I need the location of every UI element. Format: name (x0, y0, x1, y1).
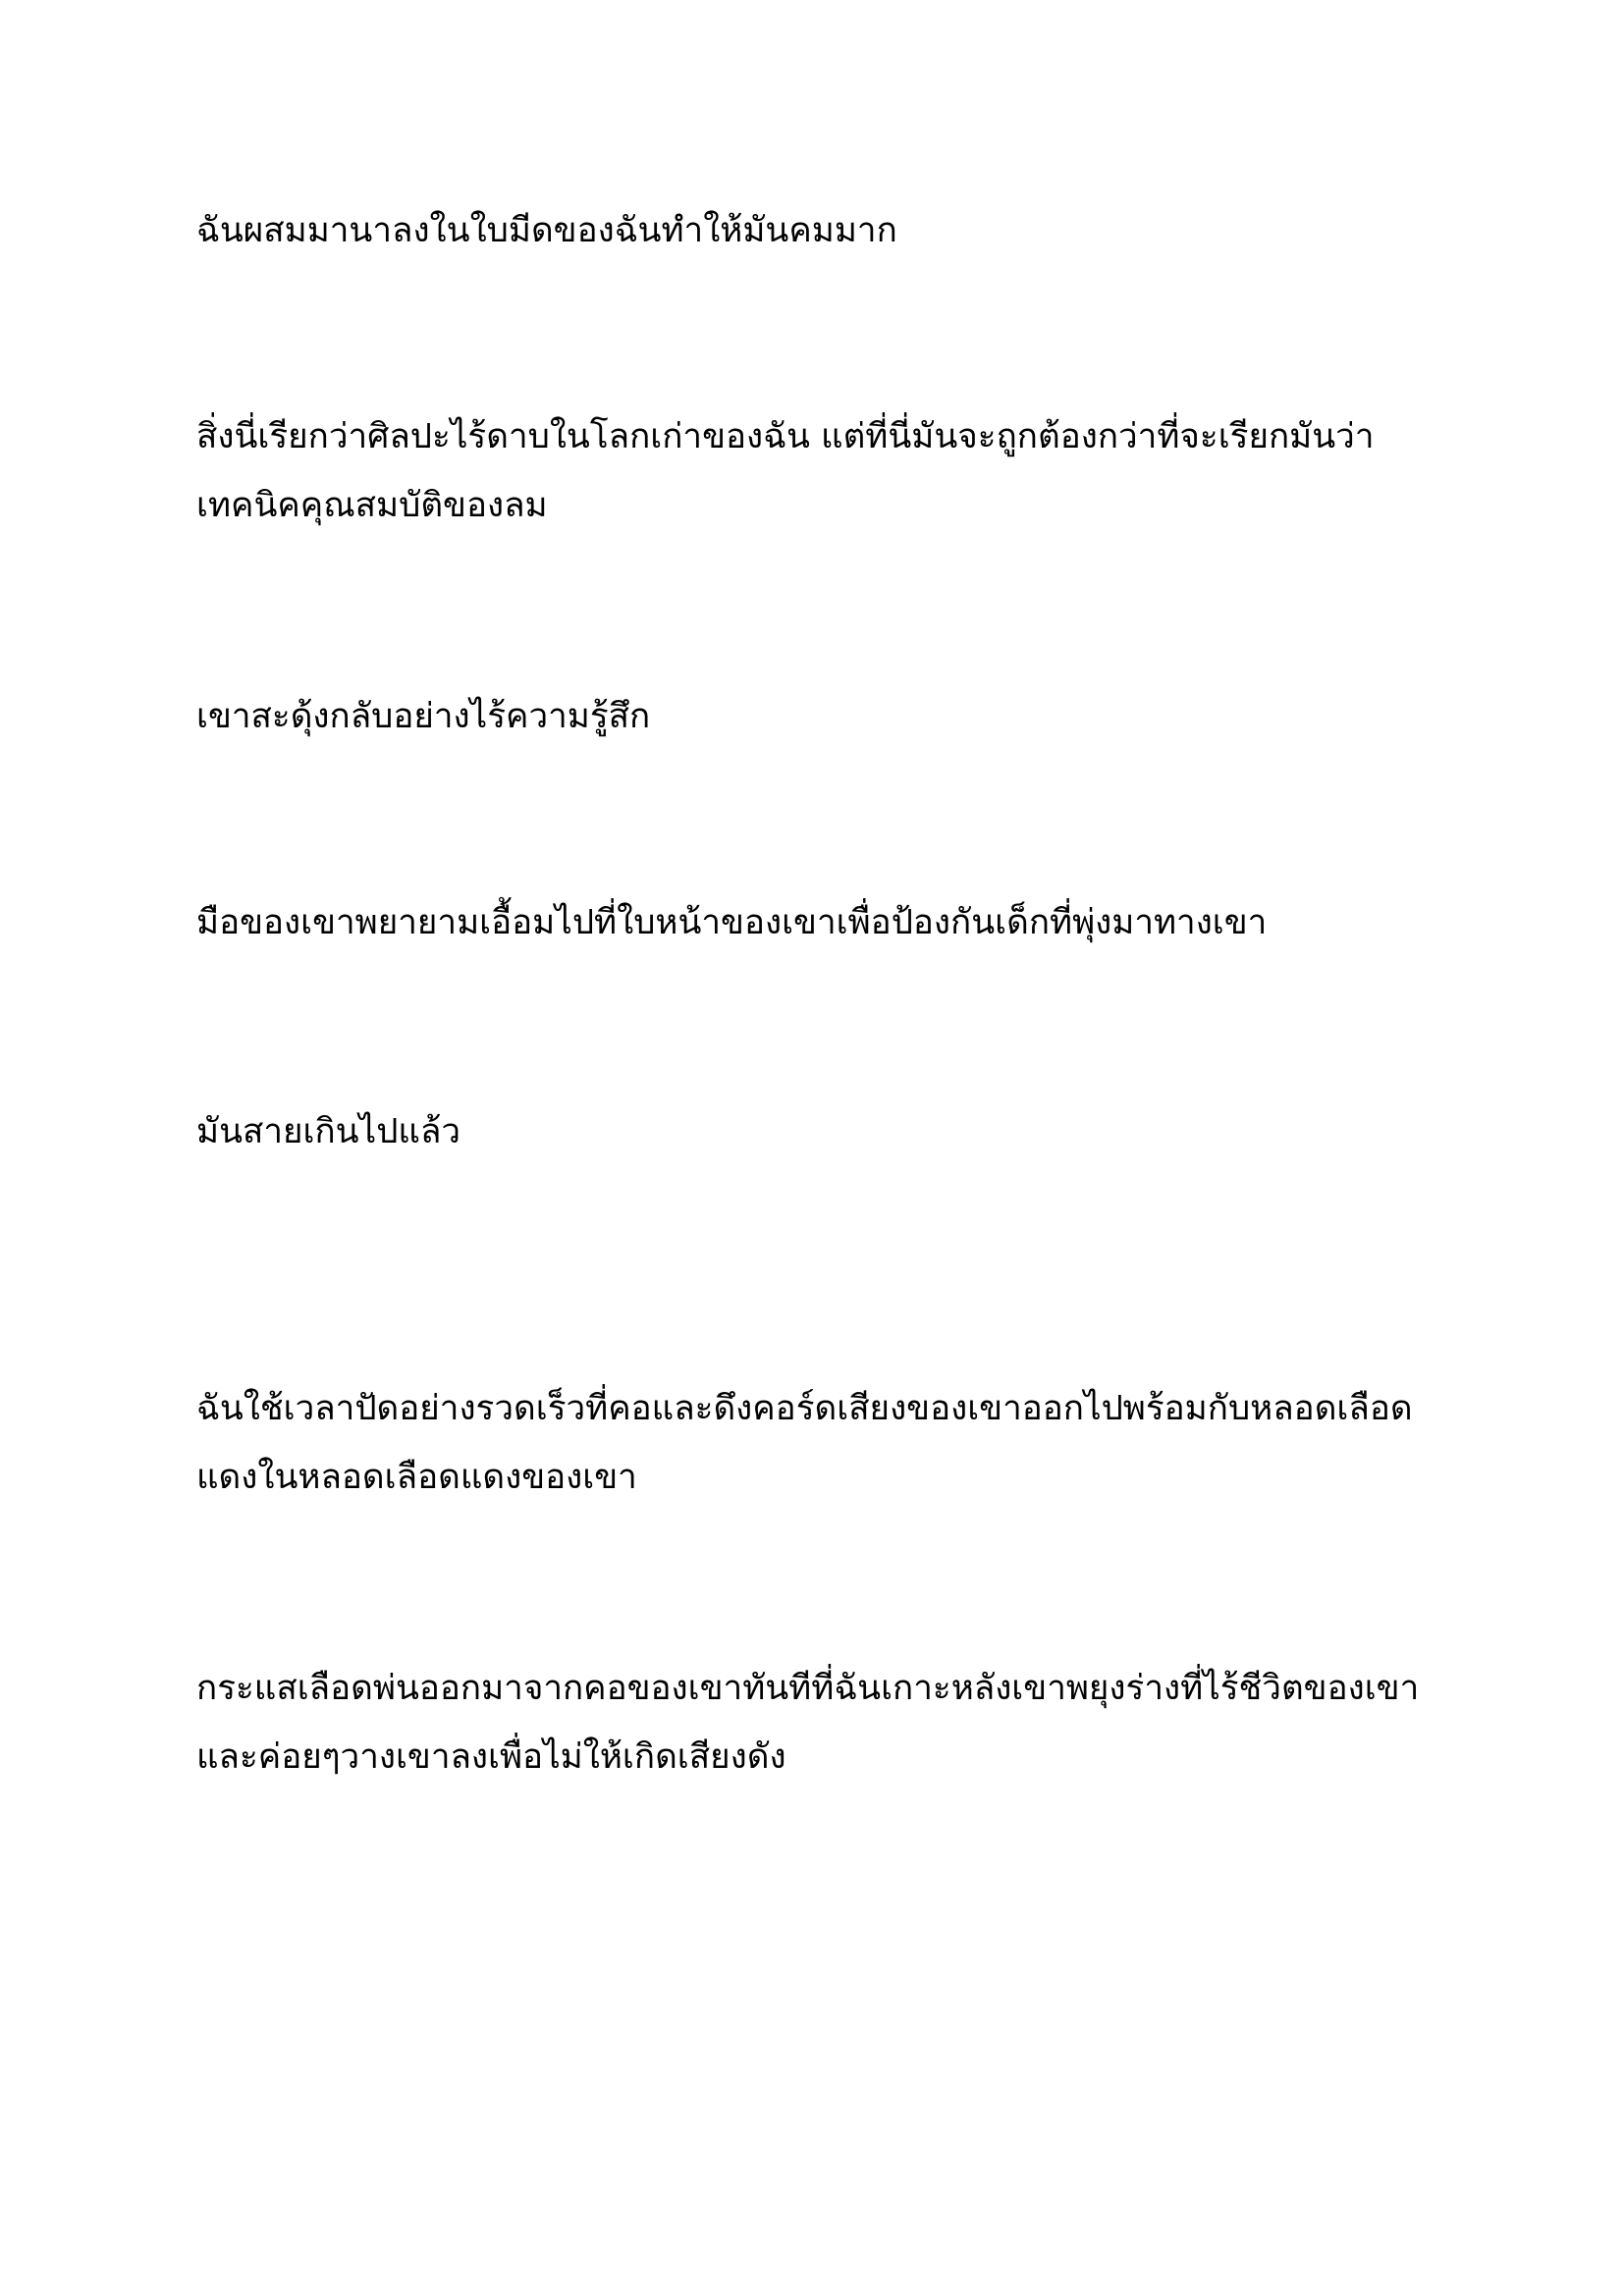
paragraph-7 (196, 1654, 1473, 1791)
paragraph-line: เทคนิคคุณสมบัติของลม (196, 486, 548, 525)
paragraph-6 (196, 1374, 1473, 1512)
paragraph-line: มือของเขาพยายามเอื้อมไปที่ใบหน้าของเขาเพื่อป้องกันเด็กที่พุ่งมาทางเขา (196, 903, 1268, 942)
paragraph-4 (196, 888, 1473, 957)
paragraph-3 (196, 682, 1473, 751)
paragraph-line: สิ่งนี่เรียกว่าศิลปะไร้ดาบในโลกเก่าของฉัน แต่ที่นี่มันจะถูกต้องกว่าที่จะเรียกมันว่า (196, 417, 1375, 456)
paragraph-1 (196, 196, 1473, 265)
paragraph-line: กระแสเลือดพ่นออกมาจากคอของเขาทันทีที่ฉันเกาะหลังเขาพยุงร่างที่ไร้ชีวิตของเขา (196, 1669, 1420, 1708)
paragraph-line: แดงในหลอดเลือดแดงของเขา (196, 1458, 637, 1497)
paragraph-line: และค่อยๆวางเขาลงเพื่อไม่ให้เกิดเสียงดัง (196, 1737, 786, 1777)
paragraph-line: เขาสะดุ้งกลับอย่างไร้ความรู้สึก (196, 697, 651, 736)
paragraph-5 (196, 1097, 1473, 1166)
paragraph-2 (196, 402, 1473, 540)
paragraph-line: ฉันใช้เวลาปัดอย่างรวดเร็วที่คอและดึงคอร์ดเสียงของเขาออกไปพร้อมกับหลอดเลือด (196, 1389, 1413, 1428)
paragraph-line: ฉันผสมมานาลงในใบมีดของฉันทำให้มันคมมาก (196, 211, 897, 250)
paragraph-line: มันสายเกินไปแล้ว (196, 1112, 461, 1151)
